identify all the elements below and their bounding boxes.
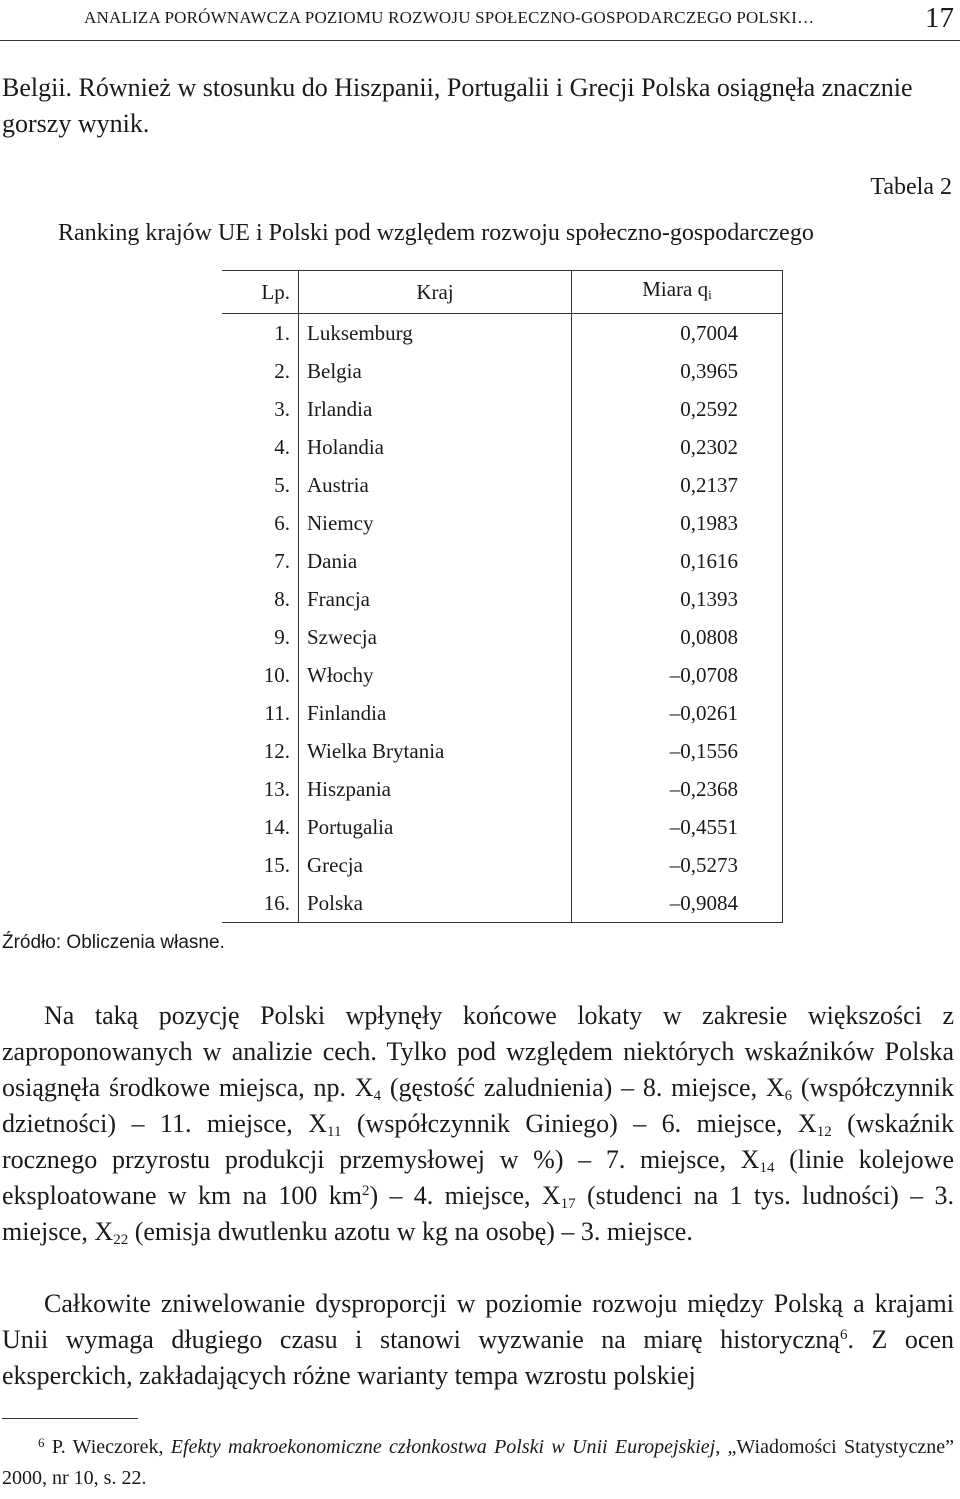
cell-lp: 5. — [222, 466, 299, 504]
cell-kraj: Niemcy — [299, 504, 572, 542]
table-row — [222, 428, 783, 466]
cell-kraj: Holandia — [299, 428, 572, 466]
table-row — [222, 770, 783, 808]
cell-lp: 14. — [222, 808, 299, 846]
table-row — [222, 314, 783, 353]
p1-text: (studenci na 1 tys. ludności) – 3. miejsce, X — [2, 1181, 954, 1246]
p1-text: Na taką pozycję Polski wpłynęły końcowe lokaty w zakresie większości z zaproponowanych w analizie cech. Tylko pod względem niektórych wskaźników Polska osiągnęła środkowe miejsca, np. X — [2, 1001, 954, 1102]
footnote-rest: , „Wiadomości Statystyczne” 2000, nr 10, s. 22. — [2, 1436, 954, 1489]
cell-lp: 12. — [222, 732, 299, 770]
cell-kraj: Szwecja — [299, 618, 572, 656]
header-kraj: Kraj — [299, 271, 572, 314]
header-miara — [572, 271, 783, 314]
cell-miara: 0,2592 — [572, 390, 783, 428]
table-row — [222, 694, 783, 732]
cell-lp: 7. — [222, 542, 299, 580]
p1-sub: 14 — [759, 1160, 775, 1176]
cell-kraj: Francja — [299, 580, 572, 618]
ranking-table — [222, 270, 783, 923]
p2-text: Całkowite zniwelowanie dysproporcji w poziomie rozwoju między Polską a krajami Unii wymaga długiego czasu i stanowi wyzwanie na miarę historyczną — [2, 1289, 954, 1354]
paragraph-1 — [2, 998, 954, 1250]
footnote-ref[interactable]: 6 — [839, 1327, 848, 1343]
p1-sub: 22 — [113, 1232, 129, 1248]
cell-kraj: Hiszpania — [299, 770, 572, 808]
p1-text: (linie kolejowe eksploatowane w km na 100 km — [2, 1145, 954, 1210]
table-title: Ranking krajów UE i Polski pod względem rozwoju społeczno-gospodarczego — [58, 220, 814, 246]
cell-lp: 1. — [222, 314, 299, 353]
table-row — [222, 580, 783, 618]
table-row — [222, 656, 783, 694]
cell-kraj: Portugalia — [299, 808, 572, 846]
p2-text: . Z ocen eksperckich, zakładających różne warianty tempa wzrostu polskiej — [2, 1325, 954, 1390]
table-row — [222, 390, 783, 428]
table-row — [222, 846, 783, 884]
cell-miara: –0,0261 — [572, 694, 783, 732]
table-row — [222, 808, 783, 846]
cell-lp: 15. — [222, 846, 299, 884]
header-miara-sub: i — [708, 287, 712, 302]
p1-text: (gęstość zaludnienia) – 8. miejsce, X — [381, 1073, 785, 1102]
cell-miara: –0,2368 — [572, 770, 783, 808]
cell-lp: 11. — [222, 694, 299, 732]
header-miara-text: Miara q — [642, 277, 709, 301]
p1-sub: 12 — [816, 1124, 832, 1140]
cell-lp: 9. — [222, 618, 299, 656]
cell-kraj: Finlandia — [299, 694, 572, 732]
running-header — [0, 0, 960, 41]
cell-kraj: Luksemburg — [299, 314, 572, 353]
table-label: Tabela 2 — [870, 174, 952, 200]
cell-kraj: Grecja — [299, 846, 572, 884]
cell-miara: 0,0808 — [572, 618, 783, 656]
cell-kraj: Irlandia — [299, 390, 572, 428]
cell-miara: 0,2302 — [572, 428, 783, 466]
cell-miara: 0,1393 — [572, 580, 783, 618]
p1-sub: 4 — [373, 1088, 382, 1104]
footnote — [2, 1432, 954, 1494]
cell-miara: –0,5273 — [572, 846, 783, 884]
page-number: 17 — [925, 2, 954, 34]
cell-kraj: Wielka Brytania — [299, 732, 572, 770]
cell-miara: –0,9084 — [572, 884, 783, 923]
cell-lp: 16. — [222, 884, 299, 923]
table-row — [222, 504, 783, 542]
table-row — [222, 884, 783, 923]
cell-kraj: Dania — [299, 542, 572, 580]
cell-miara: 0,1983 — [572, 504, 783, 542]
table-body — [222, 314, 783, 923]
cell-lp: 2. — [222, 352, 299, 390]
cell-lp: 13. — [222, 770, 299, 808]
cell-lp: 3. — [222, 390, 299, 428]
cell-miara: 0,3965 — [572, 352, 783, 390]
p1-sub: 6 — [784, 1088, 793, 1104]
table-row — [222, 352, 783, 390]
cell-lp: 6. — [222, 504, 299, 542]
p1-sub: 17 — [560, 1196, 576, 1212]
p1-text: (współczynnik dzietności) – 11. miejsce, X — [2, 1073, 954, 1138]
cell-miara: –0,4551 — [572, 808, 783, 846]
table-row — [222, 466, 783, 504]
p1-text: ) – 4. miejsce, X — [369, 1181, 561, 1210]
cell-miara: –0,0708 — [572, 656, 783, 694]
table-source: Źródło: Obliczenia własne. — [2, 932, 225, 953]
cell-miara: –0,1556 — [572, 732, 783, 770]
cell-kraj: Polska — [299, 884, 572, 923]
p1-sub: 11 — [327, 1124, 342, 1140]
table-row — [222, 732, 783, 770]
cell-kraj: Włochy — [299, 656, 572, 694]
cell-miara: 0,1616 — [572, 542, 783, 580]
cell-kraj: Belgia — [299, 352, 572, 390]
p1-text: (emisja dwutlenku azotu w kg na osobę) – 3. miejsce. — [128, 1217, 693, 1246]
footnote-divider — [2, 1418, 138, 1419]
header-lp: Lp. — [222, 271, 299, 314]
running-title: ANALIZA PORÓWNAWCZA POZIOMU ROZWOJU SPOŁECZNO-GOSPODARCZEGO POLSKI… — [84, 8, 815, 27]
cell-lp: 8. — [222, 580, 299, 618]
cell-kraj: Austria — [299, 466, 572, 504]
table-row — [222, 618, 783, 656]
paragraph-2 — [2, 1286, 954, 1394]
p1-sup: 2 — [361, 1183, 370, 1199]
cell-miara: 0,2137 — [572, 466, 783, 504]
footnote-number: 6 — [38, 1435, 45, 1450]
cell-lp: 10. — [222, 656, 299, 694]
intro-paragraph: Belgii. Również w stosunku do Hiszpanii, Portugalii i Grecji Polska osiągnęła znacznie gorszy wynik. — [2, 73, 913, 138]
p1-text: (wskaźnik rocznego przyrostu produkcji przemysłowej w %) – 7. miejsce, X — [2, 1109, 955, 1174]
cell-lp: 4. — [222, 428, 299, 466]
p1-text: (współczynnik Giniego) – 6. miejsce, X — [341, 1109, 817, 1138]
footnote-author: P. Wieczorek, — [51, 1436, 171, 1458]
table-header-row — [222, 271, 783, 314]
table-row — [222, 542, 783, 580]
cell-miara: 0,7004 — [572, 314, 783, 353]
footnote-title: Efekty makroekonomiczne członkostwa Polski w Unii Europejskiej — [170, 1436, 716, 1458]
